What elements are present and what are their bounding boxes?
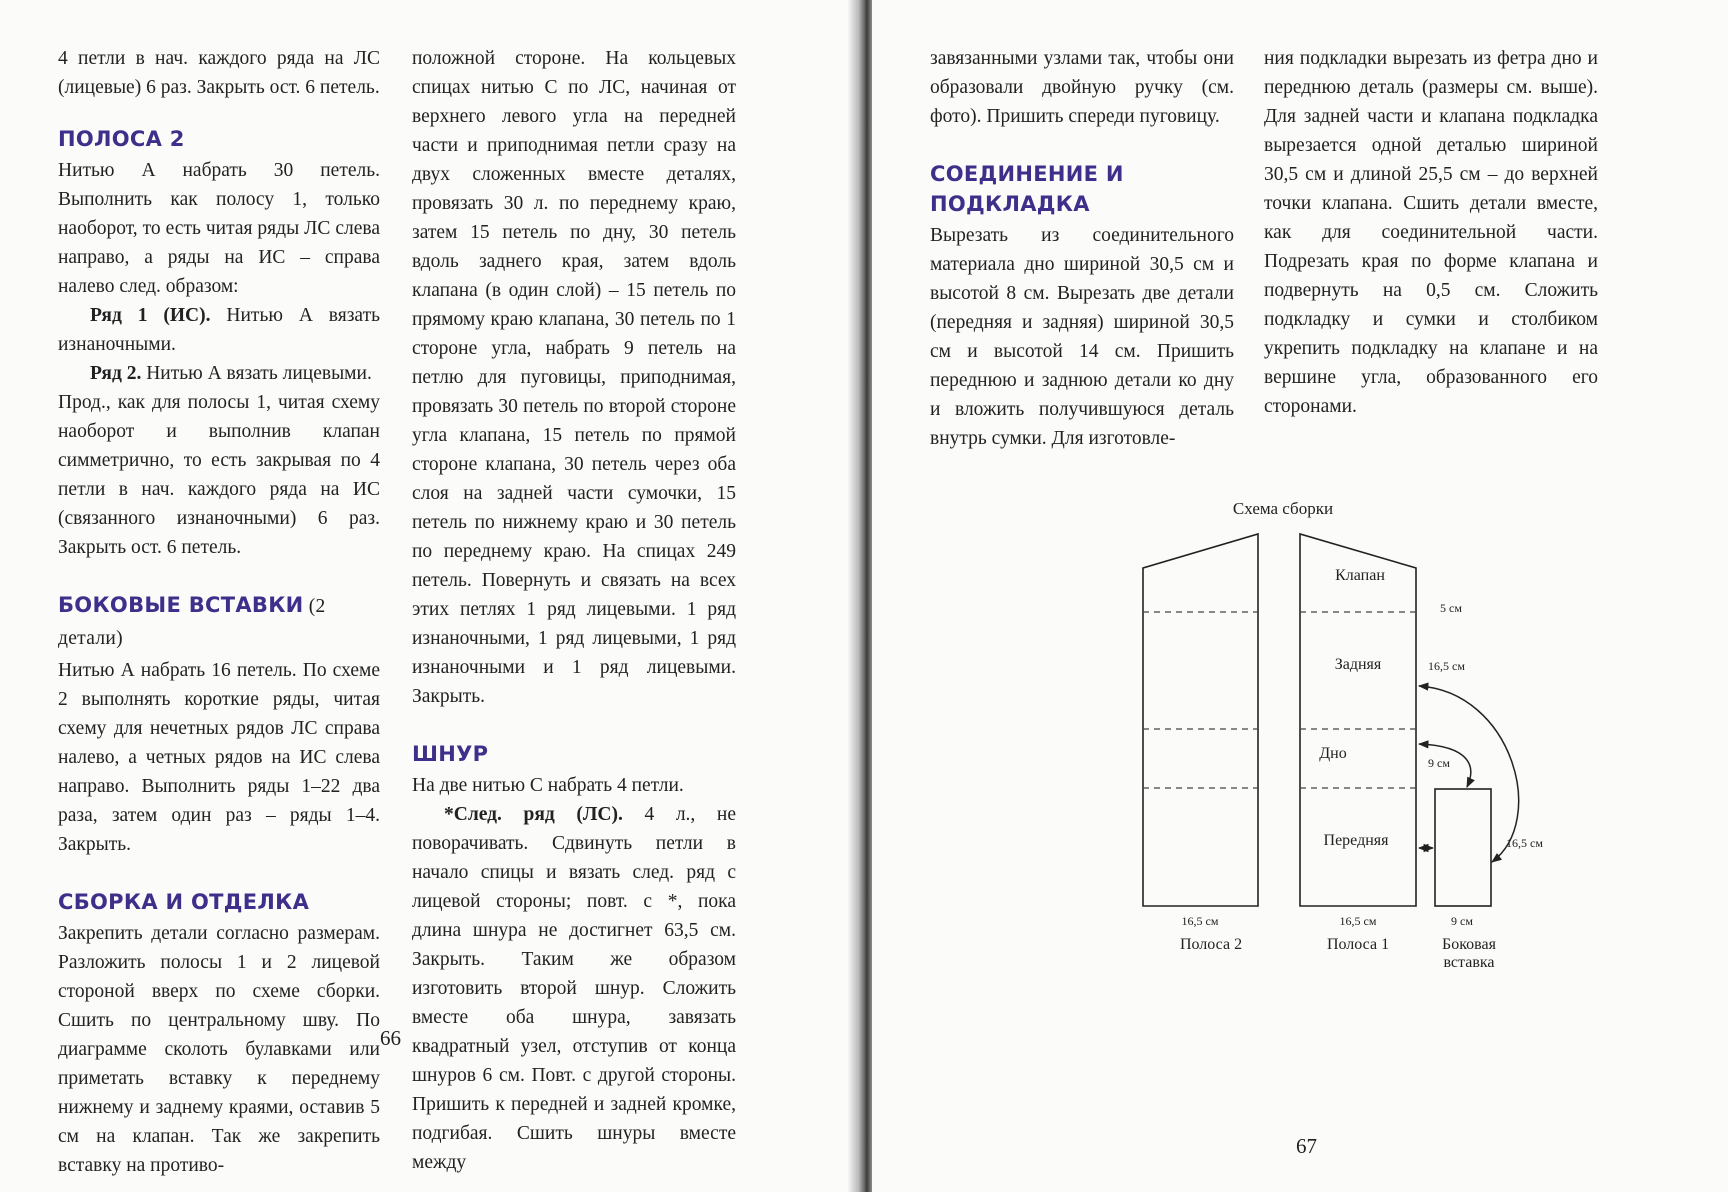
diagram-title: Схема сборки xyxy=(1232,499,1334,518)
assembly-diagram xyxy=(872,0,1728,1192)
polosa-2-paragraph: Нитью А набрать 30 петель. Выполнить как полосу 1, только наоборот, то есть читая ряды ЛС слева направо, а ряды на ИС – справа налево след. образом: xyxy=(58,160,380,297)
intro-paragraph-right: завязанными узлами так, чтобы они образовали двойную ручку (см. фото). Пришить спереди пуговицу. xyxy=(930,48,1234,127)
dim-16-5cm-vstavka-height: 16,5 см xyxy=(1506,836,1543,850)
dim-width-vstavka: 9 см xyxy=(1451,914,1473,928)
label-perednyaya: Передняя xyxy=(1323,832,1389,849)
dim-5cm: 5 см xyxy=(1440,601,1462,615)
sled-ryad-text: 4 л., не поворачивать. Сдвинуть петли в начало спицы и вязать след. ряд с лицевой стороны; повт. с *, пока длина шнура не достигнет 63,5 см. Закрыть. Таким же образом изготовить второй шнур. Сложить вместе оба шнура, завязать квадратный узел, отступив от конца шнуров 6 см. Повт. с другой стороны. Пришить к передней и задней кромке, подгибая. Сшить шнуры вместе между xyxy=(412,804,736,1173)
label-zadnyaya: Задняя xyxy=(1334,656,1382,673)
dim-16-5cm-zadnyaya: 16,5 см xyxy=(1428,659,1465,673)
caption-polosa-1: Полоса 1 xyxy=(1326,936,1390,953)
continue-paragraph: Прод., как для полосы 1, читая схему наоборот и выполнив клапан симметрично, то есть закрывая по 4 петли в нач. каждого ряда на ИС (связанного изнаночными) 6 раз. Закрыть ост. 6 петель. xyxy=(58,392,380,558)
soedinenie-paragraph: Вырезать из соединительного материала дно шириной 30,5 см и высотой 8 см. Вырезать две детали (передняя и задняя) шириной 30,5 см и высотой 14 см. Пришить переднюю и заднюю детали ко дну и вложить получившуюся деталь внутрь сумки. Для изготовле- xyxy=(930,225,1234,449)
heading-soedinenie: СОЕДИНЕНИЕ И ПОДКЛАДКА xyxy=(930,162,1124,216)
continuation-paragraph: положной стороне. На кольцевых спицах нитью С по ЛС, начиная от верхнего левого угла на передней части и приподнимая петли сразу на двух сложенных вместе деталях, провязать 30 л. по переднему краю, затем 15 петель по дну, 30 петель вдоль заднего края, затем вдоль клапана (в один слой) – 15 петель по прямому краю клапана, 30 петель по 1 стороне угла, набрать 9 петель на петлю для пуговицы, приподнимая, провязать 30 петель по второй стороне угла клапана, 15 петель по прямой стороне клапана, 30 петель через оба слоя на задней части сумочки, 15 петель по нижнему краю и 30 петель по переднему краю. На спицах 249 петель. Повернуть и связать на всех этих петлях 1 ряд лицевыми. 1 ряд изнаночными, 1 ряд лицевыми, 1 ряд изнаночными и 1 ряд лицевыми. Закрыть. xyxy=(412,48,736,707)
caption-polosa-2: Полоса 2 xyxy=(1179,936,1243,953)
shnur-intro: На две нитью С набрать 4 петли. xyxy=(412,775,684,796)
arrow-zadnyaya-to-vstavka xyxy=(1419,686,1519,862)
heading-bokovye-sub: (2 детали) xyxy=(58,596,326,649)
label-dno: Дно xyxy=(1319,745,1347,762)
sled-ryad-paragraph xyxy=(412,800,736,1177)
row-2-paragraph xyxy=(58,359,380,388)
dim-9cm-dno: 9 см xyxy=(1428,756,1450,770)
left-page-column-2 xyxy=(412,44,736,1177)
polosa-1-shape xyxy=(1300,534,1416,906)
row-1-label: Ряд 1 (ИС). xyxy=(90,305,211,326)
polosa-2-fold-lines xyxy=(1143,612,1258,788)
polosa-2-shape xyxy=(1143,534,1258,906)
heading-sborka: СБОРКА И ОТДЕЛКА xyxy=(58,890,310,914)
dim-width-polosa-2: 16,5 см xyxy=(1181,914,1219,928)
caption-vstavka-line-1: Боковая xyxy=(1442,936,1496,953)
bokovye-paragraph: Нитью А набрать 16 петель. По схеме 2 выполнять короткие ряды, читая схему для нечетных рядов ЛС справа налево, а четных рядов на ИС слева направо. Выполнить ряды 1–22 два раза, затем один раз – ряды 1–4. Закрыть. xyxy=(58,660,380,855)
sled-ryad-label: *След. ряд (ЛС). xyxy=(444,804,623,825)
polosa-1-fold-lines xyxy=(1300,612,1416,788)
left-page xyxy=(0,0,860,1192)
row-2-text: Нитью А вязать лицевыми. xyxy=(141,363,372,384)
heading-bokovye-main: БОКОВЫЕ ВСТАВКИ xyxy=(58,593,304,617)
row-2-label: Ряд 2. xyxy=(90,363,142,384)
heading-bokovye-vstavki xyxy=(58,590,380,654)
row-1-text: Нитью А вязать изнаночными. xyxy=(58,305,380,355)
row-1-paragraph xyxy=(58,301,380,359)
label-klapan: Клапан xyxy=(1335,567,1385,584)
left-page-column-1 xyxy=(58,44,380,1180)
podkladka-paragraph: ния подкладки вырезать из фетра дно и переднюю деталь (размеры см. выше). Для задней части и клапана подкладка вырезается одной деталью шириной 30,5 см и длиной 25,5 см – до верхней точки клапана. Сшить детали вместе, как для соединительной части. Подрезать края по форме клапана и подвернуть на 0,5 см. Сложить подкладку и сумки и столбиком укрепить подкладку на клапане и на вершине угла, образованного его сторонами. xyxy=(1264,48,1598,417)
right-page xyxy=(872,0,1728,1192)
bokovaya-vstavka-shape xyxy=(1435,789,1491,906)
page-number-right: 67 xyxy=(1296,1134,1317,1158)
page-number-left: 66 xyxy=(380,1026,401,1050)
dim-width-polosa-1: 16,5 см xyxy=(1339,914,1377,928)
sborka-paragraph: Закрепить детали согласно размерам. Разложить полосы 1 и 2 лицевой стороной вверх по схеме сборки. Сшить по центральному шву. По диаграмме сколоть булавками или приметать вставку к переднему нижнему и заднему краями, оставив 5 см на клапан. Так же закрепить вставку на противо- xyxy=(58,923,380,1176)
heading-polosa-2: ПОЛОСА 2 xyxy=(58,127,185,151)
caption-vstavka-line-2: вставка xyxy=(1443,954,1495,971)
intro-paragraph: 4 петли в нач. каждого ряда на ЛС (лицевые) 6 раз. Закрыть ост. 6 петель. xyxy=(58,48,380,98)
heading-shnur: ШНУР xyxy=(412,742,489,766)
